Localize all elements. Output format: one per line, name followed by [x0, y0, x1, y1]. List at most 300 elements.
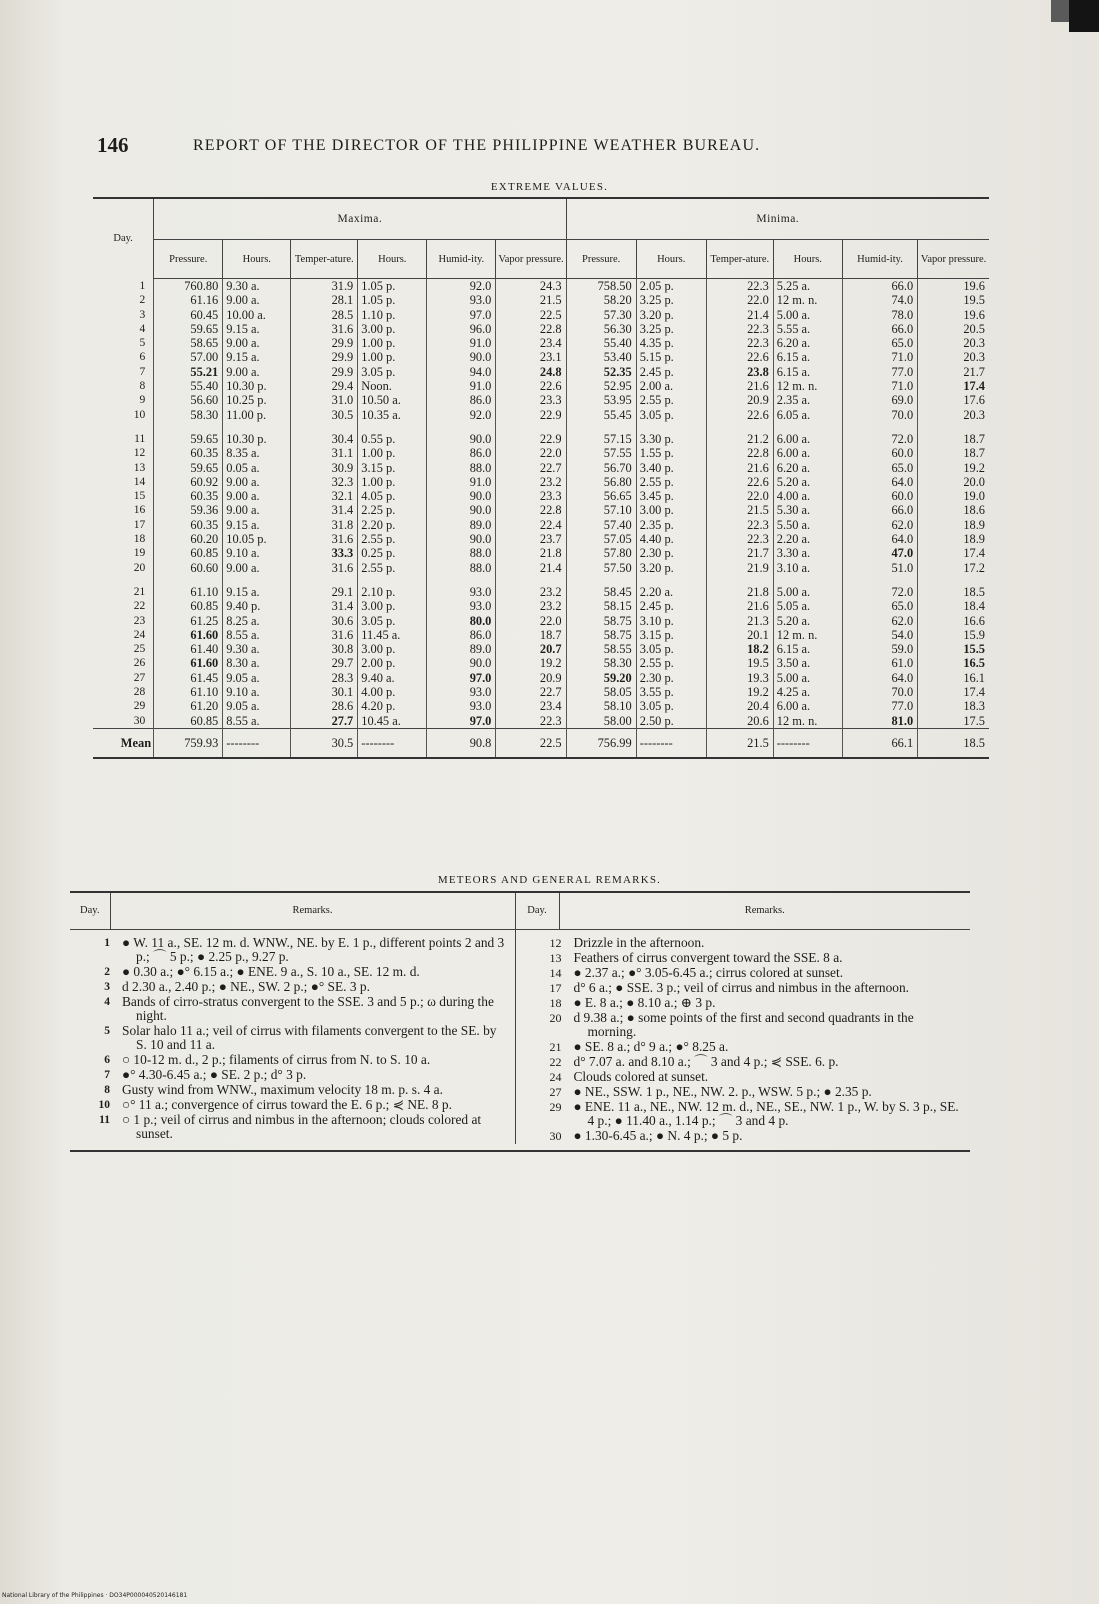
- table-cell: 9.00 a.: [223, 475, 291, 489]
- table-cell: 2.55 p.: [636, 656, 706, 670]
- table-cell: 2.45 p.: [636, 365, 706, 379]
- remark-item: [524, 996, 965, 1010]
- table-cell: 1.00 p.: [358, 475, 427, 489]
- day-header: Day.: [93, 198, 154, 279]
- table-cell: 12 m. n.: [773, 293, 842, 307]
- table-cell: 9.15 a.: [223, 518, 291, 532]
- table-cell: 51.0: [842, 561, 917, 575]
- remarks-header-left: Remarks.: [110, 892, 515, 930]
- day-cell: 4: [139, 322, 146, 335]
- table-cell: 88.0: [427, 546, 496, 560]
- table-row: [93, 614, 989, 628]
- table-cell: 12 m. n.: [773, 628, 842, 642]
- table-cell: 61.45: [154, 671, 223, 685]
- table-cell: 22.3: [706, 532, 773, 546]
- table-cell: 33.3: [291, 546, 358, 560]
- day-cell: 23: [133, 614, 146, 627]
- table-cell: 9.10 a.: [223, 546, 291, 560]
- table-cell: 19.2: [706, 685, 773, 699]
- table-cell: Noon.: [358, 379, 427, 393]
- table-row: [93, 546, 989, 560]
- table-cell: 57.15: [566, 422, 636, 446]
- table-cell: 91.0: [427, 379, 496, 393]
- table-cell: 66.0: [842, 322, 917, 336]
- day-cell: 6: [139, 351, 146, 364]
- table-cell: 758.50: [566, 279, 636, 294]
- table-cell: 21.5: [496, 293, 566, 307]
- table-cell: 22.6: [706, 350, 773, 364]
- day-cell: 12: [133, 447, 146, 460]
- table-cell: 2.20 p.: [358, 518, 427, 532]
- table-cell: 20.3: [918, 336, 989, 350]
- table-cell: 29.7: [291, 656, 358, 670]
- column-header: Hours.: [223, 240, 291, 279]
- table-cell: 19.3: [706, 671, 773, 685]
- table-cell: 10.45 a.: [358, 714, 427, 729]
- table-row: [93, 408, 989, 422]
- table-row: [93, 714, 989, 729]
- table-cell: 60.35: [154, 446, 223, 460]
- remark-item: [78, 1068, 509, 1082]
- day-cell: 19: [133, 547, 146, 560]
- table-cell: 17.2: [918, 561, 989, 575]
- remark-item: [524, 1100, 965, 1128]
- table-cell: 3.05 p.: [636, 408, 706, 422]
- table-cell: 22.3: [706, 279, 773, 294]
- table-cell: 60.0: [842, 446, 917, 460]
- table-cell: 60.85: [154, 546, 223, 560]
- table-cell: 21.7: [918, 365, 989, 379]
- remark-day: 5: [104, 1025, 110, 1037]
- table-cell: 11.45 a.: [358, 628, 427, 642]
- table-cell: 9.15 a.: [223, 575, 291, 599]
- table-cell: 56.80: [566, 475, 636, 489]
- remark-day: 18: [549, 996, 562, 1010]
- table-cell: 3.00 p.: [358, 599, 427, 613]
- table-cell: 22.0: [706, 489, 773, 503]
- remark-text: ● ENE. 11 a., NE., NW. 12 m. d., NE., SE., NW. 1 p., W. by S. 3 p., SE. 4 p.; ● 11.40 a., 1.14 p.; ⌒ 3 and 4 p.: [573, 1099, 959, 1128]
- table-cell: 58.20: [566, 293, 636, 307]
- table-cell: 56.70: [566, 461, 636, 475]
- table-cell: 22.8: [496, 322, 566, 336]
- table-cell: 1.10 p.: [358, 308, 427, 322]
- table-cell: 5.00 a.: [773, 308, 842, 322]
- table-cell: 3.45 p.: [636, 489, 706, 503]
- table-cell: 3.15 p.: [358, 461, 427, 475]
- extreme-values-table: [93, 197, 989, 759]
- table-cell: 24.8: [496, 365, 566, 379]
- mean-cell: --------: [223, 728, 291, 758]
- table-cell: 17.5: [918, 714, 989, 729]
- day-cell: 20: [133, 561, 146, 574]
- table-cell: 2.10 p.: [358, 575, 427, 599]
- table-cell: 58.55: [566, 642, 636, 656]
- table-cell: 64.0: [842, 475, 917, 489]
- table-cell: 5.00 a.: [773, 671, 842, 685]
- column-header: Humid-ity.: [427, 240, 496, 279]
- table-cell: 20.9: [706, 393, 773, 407]
- remark-day: 21: [549, 1040, 562, 1054]
- table-cell: 3.05 p.: [636, 642, 706, 656]
- remark-text: ● W. 11 a., SE. 12 m. d. WNW., NE. by E. 1 p., different points 2 and 3 p.; ⌒ 5 p.; ● 2.25 p., 9.27 p.: [122, 935, 505, 964]
- table-cell: 15.5: [918, 642, 989, 656]
- day-cell: 7: [139, 365, 146, 378]
- table-cell: 55.21: [154, 365, 223, 379]
- remark-text: ● NE., SSW. 1 p., NE., NW. 2. p., WSW. 5 p.; ● 2.35 p.: [573, 1084, 872, 1099]
- day-cell: 2: [139, 294, 146, 307]
- table-cell: 23.7: [496, 532, 566, 546]
- mean-row: [93, 728, 989, 758]
- remark-text: d 2.30 a., 2.40 p.; ● NE., SW. 2 p.; ●° SE. 3 p.: [122, 979, 370, 994]
- table-cell: 5.20 a.: [773, 614, 842, 628]
- table-cell: 55.40: [154, 379, 223, 393]
- table-cell: 9.30 a.: [223, 279, 291, 294]
- table-cell: 58.00: [566, 714, 636, 729]
- table-cell: 1.00 p.: [358, 446, 427, 460]
- table-cell: 6.00 a.: [773, 446, 842, 460]
- table-cell: 3.50 a.: [773, 656, 842, 670]
- table-cell: 28.3: [291, 671, 358, 685]
- day-cell: 13: [133, 461, 146, 474]
- scan-edge-mark-2: [1051, 0, 1069, 22]
- table-cell: 20.3: [918, 350, 989, 364]
- table-row: [93, 322, 989, 336]
- table-cell: 61.60: [154, 628, 223, 642]
- remark-day: 3: [104, 981, 110, 993]
- table-cell: 3.05 p.: [358, 365, 427, 379]
- table-row: [93, 699, 989, 713]
- table-cell: 60.0: [842, 489, 917, 503]
- day-cell: 8: [139, 380, 146, 393]
- table-cell: 18.9: [918, 532, 989, 546]
- table-cell: 78.0: [842, 308, 917, 322]
- table-cell: 2.55 p.: [636, 475, 706, 489]
- table-cell: 31.4: [291, 599, 358, 613]
- remark-item: [78, 1113, 509, 1141]
- table-cell: 18.9: [918, 518, 989, 532]
- table-cell: 22.3: [706, 336, 773, 350]
- table-cell: 69.0: [842, 393, 917, 407]
- table-cell: 18.7: [918, 446, 989, 460]
- table-cell: 0.55 p.: [358, 422, 427, 446]
- table-cell: 60.35: [154, 518, 223, 532]
- table-cell: 47.0: [842, 546, 917, 560]
- table-row: [93, 628, 989, 642]
- table-cell: 53.40: [566, 350, 636, 364]
- table-cell: 9.00 a.: [223, 561, 291, 575]
- table-row: [93, 279, 989, 294]
- table-row: [93, 642, 989, 656]
- table-cell: 9.05 a.: [223, 671, 291, 685]
- table-cell: 28.6: [291, 699, 358, 713]
- table-cell: 91.0: [427, 336, 496, 350]
- remark-day: 4: [104, 996, 110, 1008]
- table-cell: 97.0: [427, 308, 496, 322]
- day-cell: 16: [133, 504, 146, 517]
- table-cell: 96.0: [427, 322, 496, 336]
- table-cell: 31.8: [291, 518, 358, 532]
- table-cell: 21.2: [706, 422, 773, 446]
- remark-item: [524, 966, 965, 980]
- table-cell: 9.15 a.: [223, 350, 291, 364]
- scan-edge-mark: [1069, 0, 1099, 32]
- table-cell: 2.55 p.: [636, 393, 706, 407]
- table-cell: 64.0: [842, 671, 917, 685]
- table-cell: 21.7: [706, 546, 773, 560]
- table-cell: 31.4: [291, 503, 358, 517]
- remark-text: Solar halo 11 a.; veil of cirrus with filaments convergent to the SE. by S. 10 and 11 a.: [122, 1023, 497, 1052]
- column-header: Hours.: [358, 240, 427, 279]
- table-cell: 60.20: [154, 532, 223, 546]
- table-cell: 22.6: [496, 379, 566, 393]
- scan-footer: National Library of the Philippines · DO34P000040520146181: [2, 1592, 188, 1599]
- table-cell: 5.55 a.: [773, 322, 842, 336]
- table-cell: 22.7: [496, 461, 566, 475]
- table-cell: 54.0: [842, 628, 917, 642]
- remark-text: ○ 10-12 m. d., 2 p.; filaments of cirrus from N. to S. 10 a.: [122, 1052, 431, 1067]
- table-cell: 21.4: [496, 561, 566, 575]
- table-cell: 4.05 p.: [358, 489, 427, 503]
- table-cell: 23.3: [496, 489, 566, 503]
- table-cell: 30.1: [291, 685, 358, 699]
- table-cell: 90.0: [427, 489, 496, 503]
- table-cell: 16.5: [918, 656, 989, 670]
- table-cell: 2.35 p.: [636, 518, 706, 532]
- table-cell: 17.4: [918, 379, 989, 393]
- table-cell: 29.4: [291, 379, 358, 393]
- day-cell: 18: [133, 533, 146, 546]
- table-cell: 21.4: [706, 308, 773, 322]
- table-row: [93, 518, 989, 532]
- table-cell: 2.55 p.: [358, 561, 427, 575]
- remark-day: 7: [104, 1069, 110, 1081]
- table-cell: 2.45 p.: [636, 599, 706, 613]
- remark-item: [524, 981, 965, 995]
- table-cell: 64.0: [842, 532, 917, 546]
- mean-cell: 21.5: [706, 728, 773, 758]
- table-cell: 93.0: [427, 599, 496, 613]
- remark-item: [78, 980, 509, 994]
- remarks-bottom-rule: [70, 1144, 970, 1151]
- table-cell: 6.20 a.: [773, 461, 842, 475]
- table-cell: 22.0: [496, 614, 566, 628]
- table-cell: 5.30 a.: [773, 503, 842, 517]
- table-cell: 61.16: [154, 293, 223, 307]
- table-cell: 23.8: [706, 365, 773, 379]
- remark-day: 22: [549, 1055, 562, 1069]
- table-cell: 6.15 a.: [773, 365, 842, 379]
- table-cell: 29.9: [291, 365, 358, 379]
- table-cell: 10.00 a.: [223, 308, 291, 322]
- day-cell: 27: [133, 671, 146, 684]
- table-row: [93, 393, 989, 407]
- table-cell: 22.6: [706, 408, 773, 422]
- table-cell: 61.0: [842, 656, 917, 670]
- table-cell: 91.0: [427, 475, 496, 489]
- table-cell: 2.00 a.: [636, 379, 706, 393]
- table-cell: 92.0: [427, 408, 496, 422]
- table-cell: 90.0: [427, 350, 496, 364]
- table-cell: 6.00 a.: [773, 699, 842, 713]
- table-cell: 2.35 a.: [773, 393, 842, 407]
- table-cell: 58.30: [566, 656, 636, 670]
- mean-cell: --------: [773, 728, 842, 758]
- remark-day: 14: [549, 966, 562, 980]
- table-cell: 18.6: [918, 503, 989, 517]
- table-cell: 21.8: [496, 546, 566, 560]
- table-cell: 20.9: [496, 671, 566, 685]
- mean-label: Mean: [93, 728, 154, 758]
- table-cell: 18.2: [706, 642, 773, 656]
- table-cell: 3.40 p.: [636, 461, 706, 475]
- table-cell: 2.20 a.: [773, 532, 842, 546]
- day-cell: 1: [139, 279, 146, 292]
- remark-day: 13: [549, 951, 562, 965]
- table-cell: 57.10: [566, 503, 636, 517]
- remark-day: 1: [104, 937, 110, 949]
- remark-text: Drizzle in the afternoon.: [573, 935, 705, 950]
- remark-item: [524, 951, 965, 965]
- day-cell: 9: [139, 394, 146, 407]
- table-cell: 9.05 a.: [223, 699, 291, 713]
- table-cell: 60.85: [154, 599, 223, 613]
- table-cell: 31.6: [291, 532, 358, 546]
- remark-item: [78, 965, 509, 979]
- table-cell: 3.00 p.: [636, 503, 706, 517]
- page-header: [97, 133, 977, 163]
- day-cell: 24: [133, 628, 146, 641]
- table-cell: 66.0: [842, 503, 917, 517]
- table-cell: 30.4: [291, 422, 358, 446]
- table-cell: 9.10 a.: [223, 685, 291, 699]
- day-cell: 26: [133, 657, 146, 670]
- table-cell: 10.50 a.: [358, 393, 427, 407]
- table-cell: 10.30 p.: [223, 379, 291, 393]
- remark-item: [524, 1011, 965, 1039]
- remark-day: 27: [549, 1085, 562, 1099]
- table-cell: 30.6: [291, 614, 358, 628]
- day-cell: 28: [133, 686, 146, 699]
- remark-day: 8: [104, 1084, 110, 1096]
- table-cell: 70.0: [842, 685, 917, 699]
- table-cell: 52.35: [566, 365, 636, 379]
- table-cell: 89.0: [427, 642, 496, 656]
- remarks-content-row: [70, 930, 970, 1145]
- table-cell: 29.1: [291, 575, 358, 599]
- table-cell: 20.6: [706, 714, 773, 729]
- table-cell: 18.7: [918, 422, 989, 446]
- table-cell: 2.00 p.: [358, 656, 427, 670]
- day-cell: 22: [133, 600, 146, 613]
- table-cell: 22.4: [496, 518, 566, 532]
- table-cell: 71.0: [842, 379, 917, 393]
- table-cell: 55.40: [566, 336, 636, 350]
- table-row: [93, 685, 989, 699]
- table-cell: 23.4: [496, 699, 566, 713]
- table-row: [93, 461, 989, 475]
- table-cell: 56.30: [566, 322, 636, 336]
- table-row: [93, 532, 989, 546]
- column-header: Pressure.: [154, 240, 223, 279]
- table-row: [93, 308, 989, 322]
- table-cell: 57.50: [566, 561, 636, 575]
- table-cell: 8.55 a.: [223, 628, 291, 642]
- table-cell: 22.8: [496, 503, 566, 517]
- remark-text: ○° 11 a.; convergence of cirrus toward the E. 6 p.; ⋞ NE. 8 p.: [122, 1097, 452, 1112]
- table-cell: 18.4: [918, 599, 989, 613]
- table-cell: 32.3: [291, 475, 358, 489]
- table-row: [93, 446, 989, 460]
- page-number: 146: [97, 133, 129, 157]
- table-cell: 31.9: [291, 279, 358, 294]
- table-cell: 5.25 a.: [773, 279, 842, 294]
- table-cell: 3.05 p.: [358, 614, 427, 628]
- table-cell: 30.8: [291, 642, 358, 656]
- table-cell: 17.6: [918, 393, 989, 407]
- table-cell: 58.30: [154, 408, 223, 422]
- table-cell: 21.9: [706, 561, 773, 575]
- remark-item: [524, 1070, 965, 1084]
- table-cell: 61.20: [154, 699, 223, 713]
- table-cell: 18.3: [918, 699, 989, 713]
- table-cell: 86.0: [427, 628, 496, 642]
- table-cell: 8.35 a.: [223, 446, 291, 460]
- table-cell: 60.60: [154, 561, 223, 575]
- remark-item: [524, 1040, 965, 1054]
- table-cell: 29.9: [291, 350, 358, 364]
- table-cell: 10.05 p.: [223, 532, 291, 546]
- table-cell: 81.0: [842, 714, 917, 729]
- table-cell: 58.45: [566, 575, 636, 599]
- remark-text: d° 7.07 a. and 8.10 a.; ⌒ 3 and 4 p.; ⋞ SSE. 6. p.: [573, 1054, 839, 1069]
- table-cell: 97.0: [427, 714, 496, 729]
- table-cell: 55.45: [566, 408, 636, 422]
- table-cell: 93.0: [427, 293, 496, 307]
- table-cell: 71.0: [842, 350, 917, 364]
- table-cell: 29.9: [291, 336, 358, 350]
- table-cell: 90.0: [427, 532, 496, 546]
- column-header: Hours.: [636, 240, 706, 279]
- table-cell: 15.9: [918, 628, 989, 642]
- table-cell: 92.0: [427, 279, 496, 294]
- table-cell: 30.5: [291, 408, 358, 422]
- table-cell: 56.60: [154, 393, 223, 407]
- table-cell: 8.25 a.: [223, 614, 291, 628]
- table-cell: 23.3: [496, 393, 566, 407]
- remark-text: d° 6 a.; ● SSE. 3 p.; veil of cirrus and nimbus in the afternoon.: [573, 980, 910, 995]
- table-cell: 23.2: [496, 575, 566, 599]
- table-cell: 21.8: [706, 575, 773, 599]
- table-cell: 3.00 p.: [358, 642, 427, 656]
- table-cell: 86.0: [427, 446, 496, 460]
- table-cell: 90.0: [427, 503, 496, 517]
- table-cell: 72.0: [842, 422, 917, 446]
- table-cell: 58.75: [566, 614, 636, 628]
- table-cell: 31.1: [291, 446, 358, 460]
- table-cell: 760.80: [154, 279, 223, 294]
- table-cell: 31.6: [291, 628, 358, 642]
- table-cell: 0.05 a.: [223, 461, 291, 475]
- table-cell: 11.00 p.: [223, 408, 291, 422]
- table-cell: 22.0: [496, 446, 566, 460]
- table-cell: 58.75: [566, 628, 636, 642]
- table-cell: 6.15 a.: [773, 642, 842, 656]
- day-cell: 3: [139, 308, 146, 321]
- table-cell: 80.0: [427, 614, 496, 628]
- table-cell: 4.35 p.: [636, 336, 706, 350]
- table-cell: 2.55 p.: [358, 532, 427, 546]
- table-cell: 65.0: [842, 461, 917, 475]
